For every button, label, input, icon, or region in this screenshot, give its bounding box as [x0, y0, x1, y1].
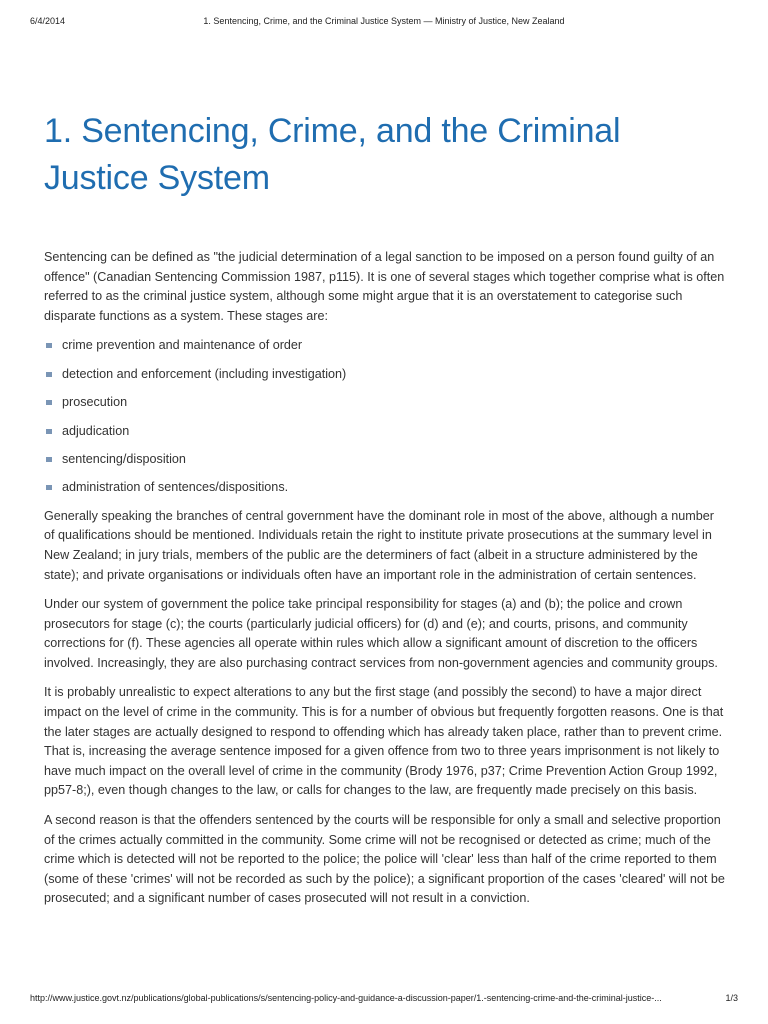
square-bullet-icon [46, 343, 52, 348]
square-bullet-icon [46, 372, 52, 377]
list-item [44, 450, 726, 470]
list-item-text: detection and enforcement (including investigation) [62, 366, 347, 381]
list-item [44, 478, 726, 498]
print-footer [30, 993, 738, 1007]
list-item-text: prosecution [62, 395, 128, 410]
list-item [44, 393, 726, 413]
square-bullet-icon [46, 485, 52, 490]
list-item [44, 336, 726, 356]
list-item-text: adjudication [62, 423, 130, 438]
print-document-title: 1. Sentencing, Crime, and the Criminal Justice System — Ministry of Justice, New Zealand [203, 16, 565, 26]
list-item [44, 422, 726, 442]
source-url: http://www.justice.govt.nz/publications/global-publications/s/sentencing-policy-and-guidance-a-discussion-paper/1.-sentencing-crime-and-the-criminal-justice-... [30, 993, 662, 1003]
list-item [44, 365, 726, 385]
page-title: 1. Sentencing, Crime, and the Criminal Justice System [44, 112, 621, 197]
article-body [44, 108, 726, 919]
square-bullet-icon [46, 457, 52, 462]
page-number: 1/3 [725, 993, 738, 1003]
print-date: 6/4/2014 [30, 16, 66, 26]
body-paragraph-crime-impact: It is probably unrealistic to expect alterations to any but the first stage (and possibly the second) to have a major direct impact on the level of crime in the community. This is for a number of obvious but frequently forgotten reasons. One is that the later stages are actually designed to respond to offending which has already taken place, rather than to prevent crime. That is, increasing the average sentence imposed for a given offence from two to three years imprisonment is not likely to have much impact on the overall level of crime in the community (Brody 1976, p37; Crime Prevention Action Group 1992, pp57-8;), even though changes to the law, or calls for changes to the law, are frequently made precisely on this basis. [44, 685, 724, 798]
square-bullet-icon [46, 429, 52, 434]
body-paragraph-agency-responsibilities: Under our system of government the police take principal responsibility for stages (a) and (b); the police and crown prosecutors for stage (c); the courts (particularly judicial officers) for (d) and (e); and courts, prisons, and community corrections for (f). These agencies all operate within rules which allow a significant amount of discretion to the officers involved. Increasingly, they are also purchasing contract services from non-government agencies and community groups. [44, 597, 718, 670]
stages-list [44, 336, 726, 498]
list-item-text: administration of sentences/dispositions. [62, 480, 289, 495]
intro-paragraph: Sentencing can be defined as "the judicial determination of a legal sanction to be imposed on a person found guilty of an offence" (Canadian Sentencing Commission 1987, p115). It is one of several stages which together comprise what is often referred to as the criminal justice system, although some might argue that it is an overstatement to categorise such disparate functions as a system. These stages are: [44, 250, 725, 323]
body-paragraph-second-reason: A second reason is that the offenders sentenced by the courts will be responsible for only a small and selective proportion of the crimes actually committed in the community. Some crime will not be recognised or detected as crime; much of the crime which is detected will not be reported to the police; the police will 'clear' less than half of the crime reported to them (some of these 'crimes' will not be recorded as such by the police); a significant proportion of the cases 'cleared' will not be prosecuted; and a significant number of cases prosecuted will not result in a conviction. [44, 813, 725, 906]
body-paragraph-government-roles: Generally speaking the branches of central government have the dominant role in most of the above, although a number of qualifications should be mentioned. Individuals retain the right to institute private prosecutions at the summary level in New Zealand; in jury trials, members of the public are the determiners of fact (albeit in a structure administered by the state); and private organisations or individuals often have an important role in the administration of certain sentences. [44, 508, 714, 582]
list-item-text: sentencing/disposition [62, 451, 186, 466]
print-header [30, 16, 738, 30]
square-bullet-icon [46, 400, 52, 405]
list-item-text: crime prevention and maintenance of order [62, 338, 303, 353]
